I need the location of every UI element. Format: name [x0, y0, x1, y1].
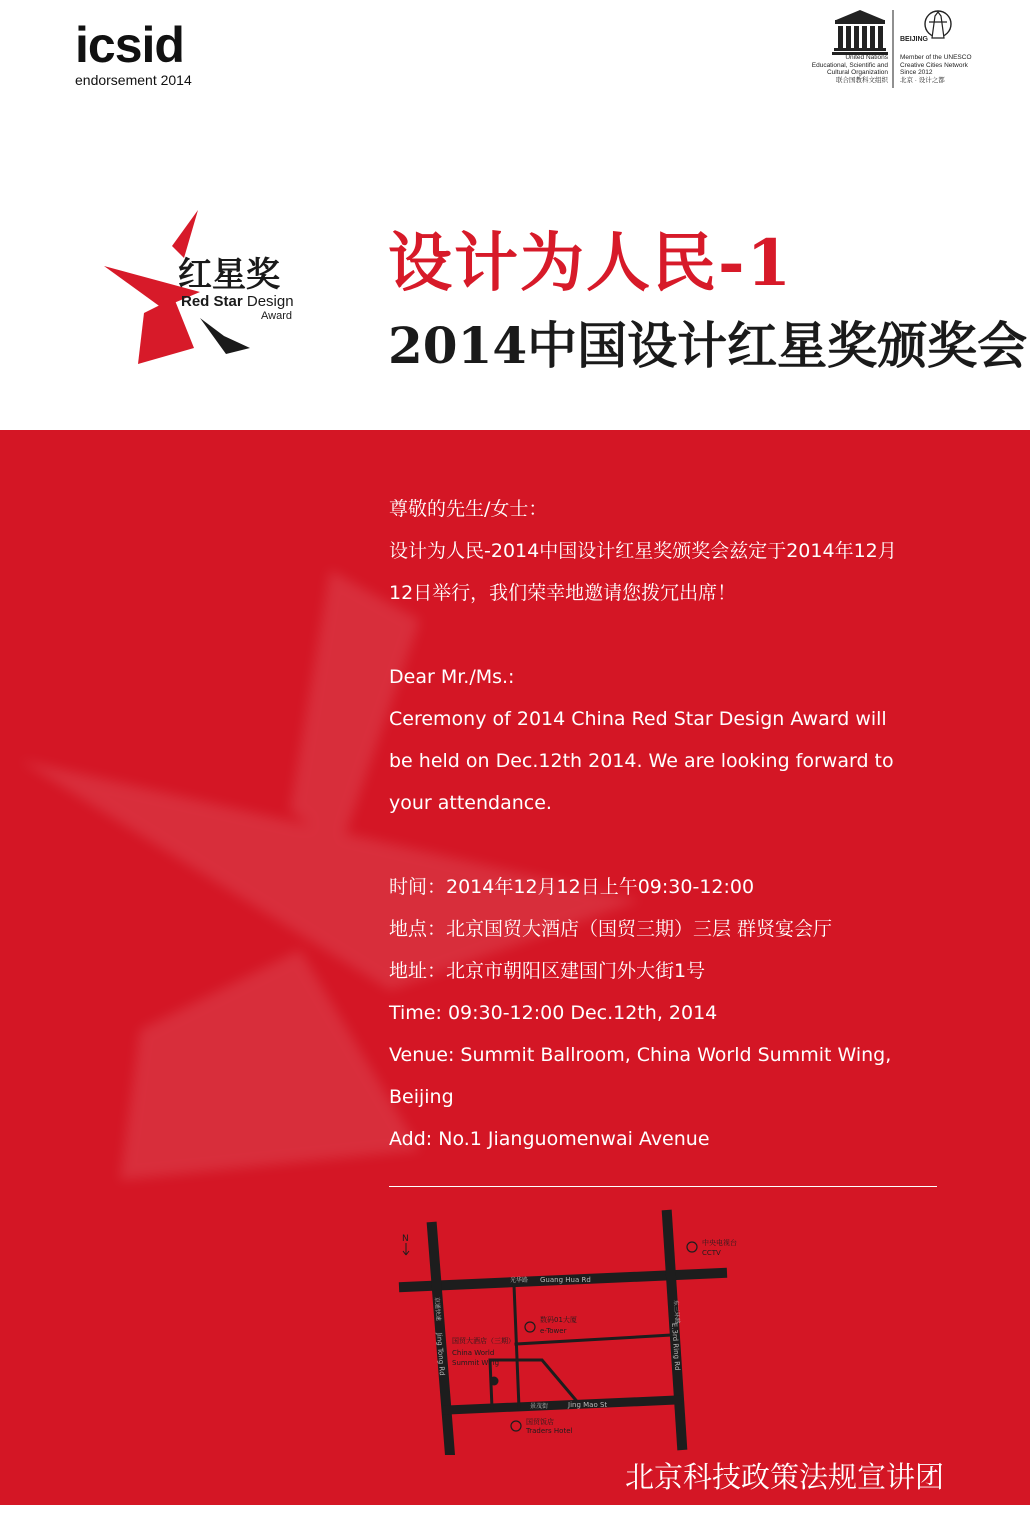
body-en-line: your attendance. [389, 792, 552, 814]
icsid-endorsement: endorsement 2014 [75, 72, 192, 88]
page-subtitle: 2014中国设计红星奖颁奖会 [388, 316, 1028, 375]
body-cn-line: 12日举行，我们荣幸地邀请您拨冗出席！ [389, 582, 737, 604]
svg-text:Jing Mao St: Jing Mao St [568, 1401, 608, 1409]
svg-text:Jing Tong Rd: Jing Tong Rd [435, 1332, 446, 1376]
invitation-header [0, 0, 1030, 430]
body-cn-line: 设计为人民-2014中国设计红星奖颁奖会兹定于2014年12月 [389, 540, 897, 562]
north-arrow-icon [403, 1243, 409, 1255]
traders-marker-icon [511, 1421, 521, 1431]
source-credit: 北京科技政策法规宣讲团 [625, 1460, 945, 1494]
svg-text:Guang Hua Rd: Guang Hua Rd [540, 1276, 591, 1284]
svg-text:国贸饭店: 国贸饭店 [526, 1418, 554, 1426]
beijing-word: BEIJING [900, 36, 929, 43]
address-cn: 地址：北京市朝阳区建国门外大街1号 [389, 960, 706, 982]
venue-en: Beijing [389, 1086, 454, 1108]
venue-cn: 地点：北京国贸大酒店（国贸三期）三层 群贤宴会厅 [389, 918, 833, 940]
logo-english-name: Red Star Design [181, 293, 294, 310]
unesco-badge [808, 8, 978, 94]
svg-text:E.3rd Ring Rd: E.3rd Ring Rd [670, 1322, 682, 1371]
svg-text:京通快速: 京通快速 [433, 1296, 442, 1322]
svg-text:Summit Wing: Summit Wing [452, 1359, 500, 1367]
icsid-wordmark: icsid [75, 17, 184, 73]
svg-text:东三环路: 东三环路 [672, 1299, 681, 1325]
svg-text:国贸大酒店（三期）: 国贸大酒店（三期） [452, 1337, 515, 1345]
svg-text:光华路: 光华路 [510, 1277, 529, 1284]
svg-text:中央电视台: 中央电视台 [702, 1239, 737, 1247]
salutation-en: Dear Mr./Ms.: [389, 666, 515, 688]
road-jingmao [447, 1400, 677, 1410]
body-en-line: Ceremony of 2014 China Red Star Design Award will [389, 708, 887, 730]
logo-chinese-name: 红星奖 [178, 255, 280, 295]
svg-text:数码01大厦: 数码01大厦 [540, 1316, 577, 1324]
time-en: Time: 09:30-12:00 Dec.12th, 2014 [389, 1002, 718, 1024]
time-cn: 时间：2014年12月12日上午09:30-12:00 [389, 876, 755, 898]
body-en-line: be held on Dec.12th 2014. We are looking forward to [389, 750, 894, 772]
cctv-marker-icon [687, 1242, 697, 1252]
unesco-caption: United Nations Educational, Scientific and Cultural Organization 联合国教科文组织 [811, 54, 888, 84]
svg-text:Traders Hotel: Traders Hotel [526, 1427, 573, 1435]
creative-cities-caption: Member of the UNESCO Creative Cities Network Since 2012 北京 · 设计之都 [900, 54, 972, 84]
venue-map [392, 1205, 737, 1455]
north-arrow-label: N [402, 1234, 409, 1244]
page-footer [0, 1505, 1030, 1529]
svg-text:China World: China World [452, 1349, 495, 1357]
svg-text:景茂街: 景茂街 [530, 1403, 549, 1410]
logo-award-word: Award [261, 310, 292, 322]
venue-marker-icon [490, 1377, 499, 1386]
svg-text:CCTV: CCTV [702, 1249, 721, 1257]
road-minor-2 [516, 1335, 672, 1344]
icsid-logo [75, 18, 192, 88]
venue-en: Venue: Summit Ballroom, China World Summit Wing, [389, 1044, 892, 1066]
road-minor-1 [514, 1285, 519, 1408]
page-title: 设计为人民-1 [388, 226, 794, 301]
address-en: Add: No.1 Jianguomenwai Avenue [389, 1128, 710, 1150]
salutation-cn: 尊敬的先生/女士： [389, 498, 548, 520]
section-divider [389, 1186, 937, 1187]
invitation-text [389, 488, 1009, 1160]
etower-marker-icon [525, 1322, 535, 1332]
svg-text:e-Tower: e-Tower [540, 1327, 567, 1335]
